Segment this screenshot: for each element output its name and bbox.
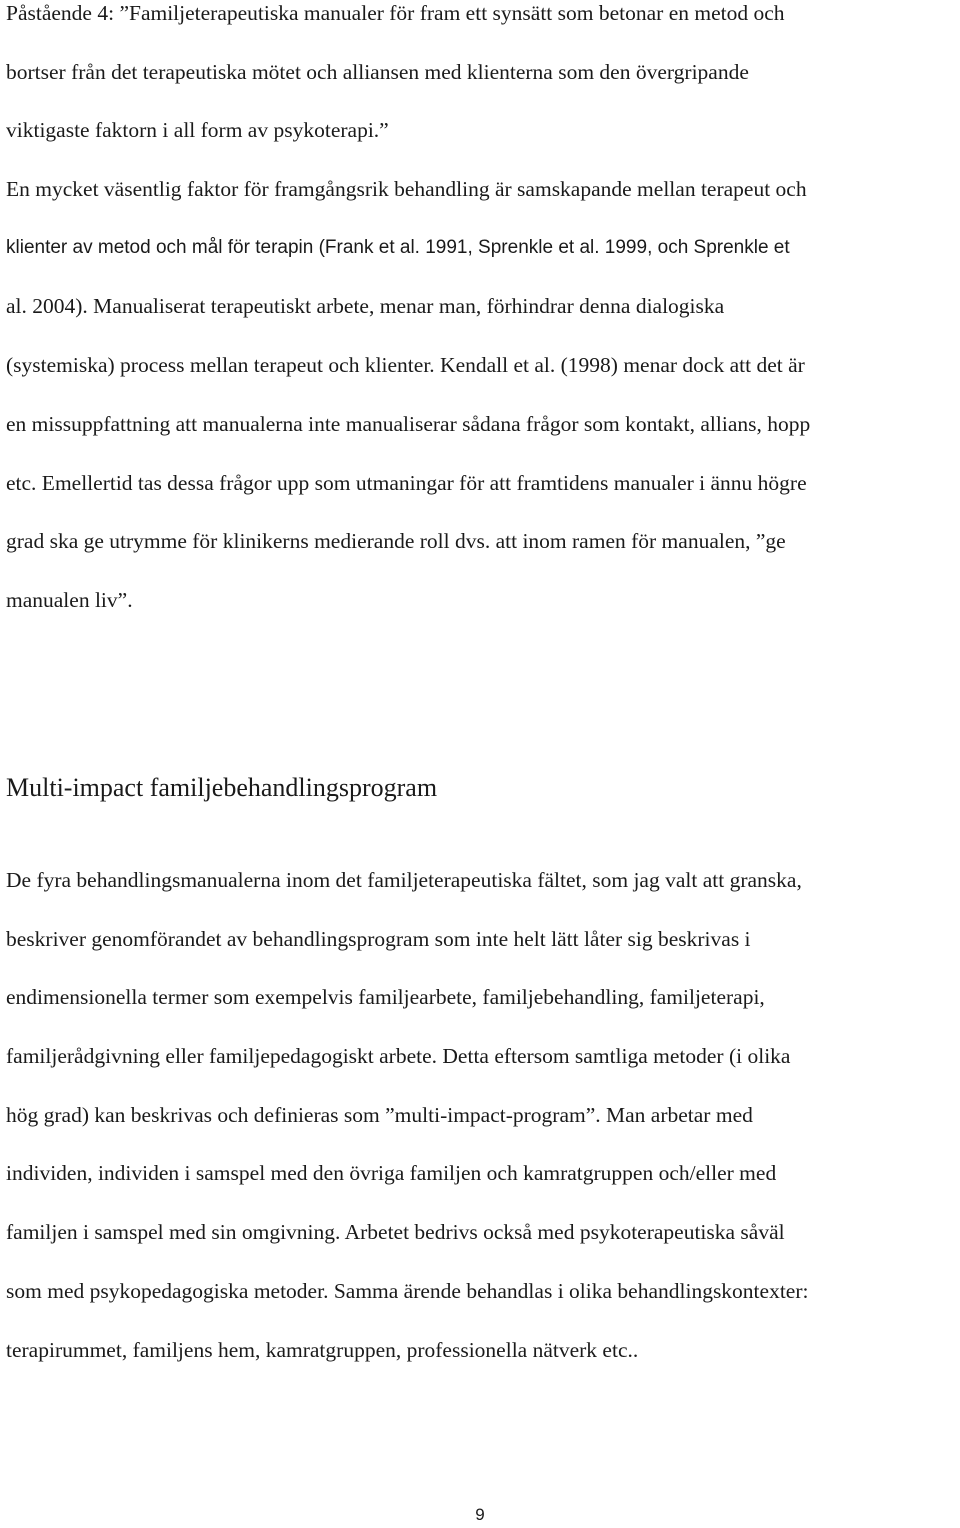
paragraph-line: manualen liv”.	[6, 587, 133, 612]
page-number: 9	[475, 1505, 485, 1524]
paragraph-statement-4	[6, 0, 960, 630]
paragraph-line: terapirummet, familjens hem, kamratgruppen, professionella nätverk etc..	[6, 1337, 639, 1362]
paragraph-line: som med psykopedagogiska metoder. Samma ärende behandlas i olika behandlingskontexter:	[6, 1278, 809, 1303]
paragraph-line: al. 2004). Manualiserat terapeutiskt arbete, menar man, förhindrar denna dialogiska	[6, 294, 725, 319]
paragraph-line: De fyra behandlingsmanualerna inom det familjeterapeutiska fältet, som jag valt att granska,	[6, 868, 802, 892]
paragraph-line: Påstående 4: ”Familjeterapeutiska manualer för fram ett synsätt som betonar en metod och	[6, 1, 785, 25]
paragraph-line: En mycket väsentlig faktor för framgångsrik behandling är samskapande mellan terapeut och	[6, 177, 807, 202]
paragraph-line: grad ska ge utrymme för klinikerns medierande roll dvs. att inom ramen för manualen, ”ge	[6, 529, 786, 554]
section-heading: Multi-impact familjebehandlingsprogram	[6, 773, 438, 802]
paragraph-multi-impact	[6, 851, 960, 1379]
paragraph-line: individen, individen i samspel med den övriga familjen och kamratgruppen och/eller med	[6, 1161, 777, 1186]
paragraph-line: etc. Emellertid tas dessa frågor upp som utmaningar för att framtidens manualer i ännu högre	[6, 470, 807, 495]
paragraph-line: bortser från det terapeutiska mötet och alliansen med klienterna som den övergripande	[6, 59, 749, 84]
paragraph-line: familjerådgivning eller familjepedagogiskt arbete. Detta eftersom samtliga metoder (i olika	[6, 1044, 791, 1069]
paragraph-line: (systemiska) process mellan terapeut och klienter. Kendall et al. (1998) menar dock att det är	[6, 353, 805, 378]
paragraph-line: endimensionella termer som exempelvis familjearbete, familjebehandling, familjeterapi,	[6, 985, 765, 1010]
paragraph-line: beskriver genomförandet av behandlingsprogram som inte helt lätt låter sig beskrivas i	[6, 926, 751, 951]
paragraph-line: viktigaste faktorn i all form av psykoterapi.”	[6, 118, 389, 143]
paragraph-line: familjen i samspel med sin omgivning. Arbetet bedrivs också med psykoterapeutiska såväl	[6, 1220, 785, 1245]
paragraph-line: en missuppfattning att manualerna inte manualiserar sådana frågor som kontakt, allians, hopp	[6, 411, 811, 436]
paragraph-line: hög grad) kan beskrivas och definieras som ”multi-impact-program”. Man arbetar med	[6, 1102, 753, 1127]
paragraph-line: klienter av metod och mål för terapin (Frank et al. 1991, Sprenkle et al. 1999, och Sprenkle et	[6, 236, 790, 258]
